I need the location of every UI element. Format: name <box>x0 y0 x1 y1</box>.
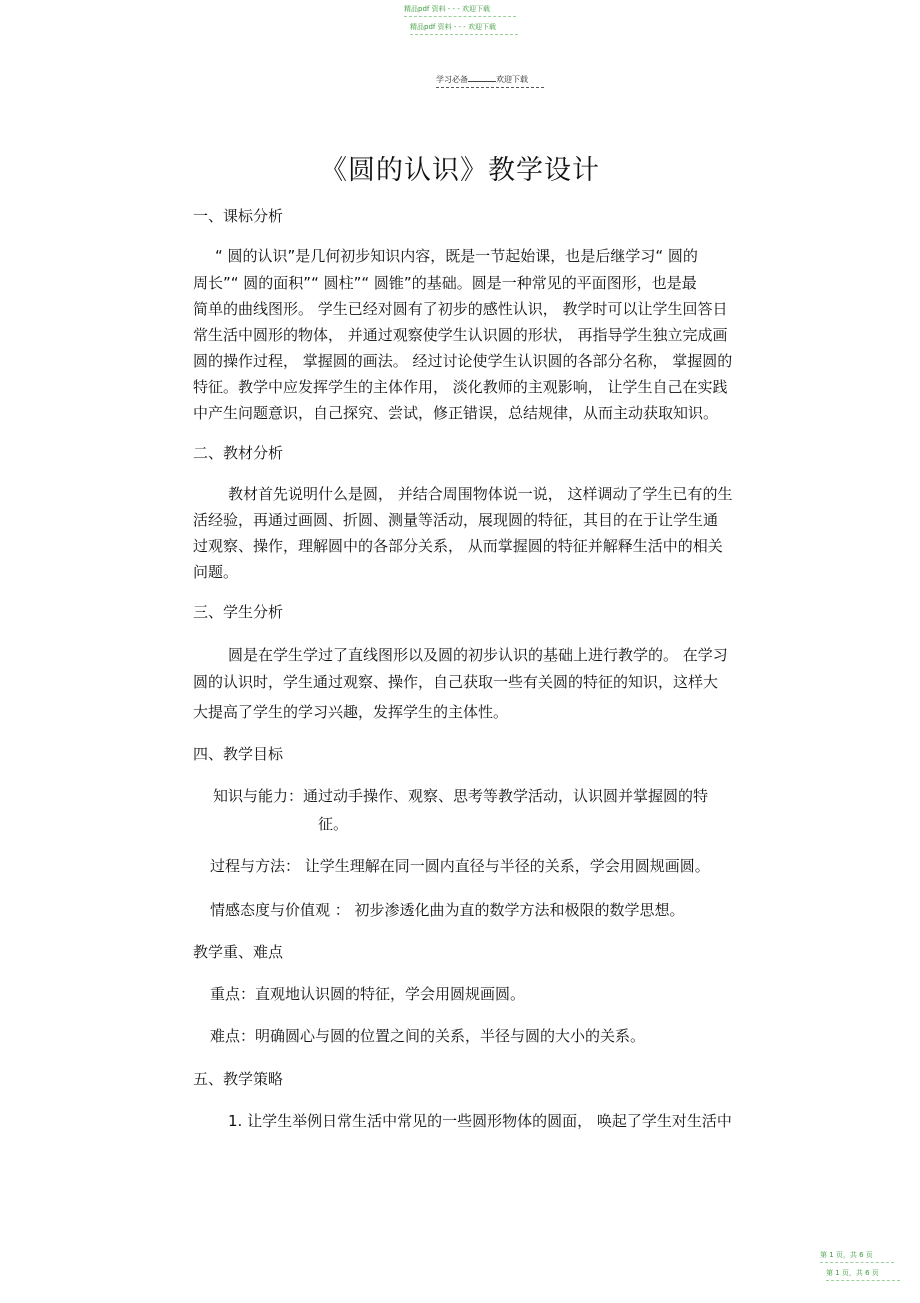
section-heading-curriculum: 一、课标分析 <box>193 207 284 225</box>
strategy-item: 1. 让学生举例日常生活中常见的一些圆形物体的圆面， 唤起了学生对生活中 <box>228 1112 732 1130</box>
page-number-duplicate <box>826 1268 900 1281</box>
goal-knowledge-continued: 征。 <box>318 815 349 833</box>
header-right: 欢迎下载 <box>496 75 528 84</box>
paragraph-line: 问题。 <box>193 563 239 581</box>
paragraph-line: 过观察、操作，理解圆中的各部分关系， 从而掌握圆的特征并解释生活中的相关 <box>193 537 723 555</box>
key-point: 重点：直观地认识圆的特征，学会用圆规画圆。 <box>210 985 526 1003</box>
section-heading-students: 三、学生分析 <box>193 603 284 621</box>
watermark-text: 精品pdf 资料 - - - 欢迎下载 <box>404 5 491 13</box>
header-spacer <box>468 81 496 82</box>
paragraph-line: 大提高了学生的学习兴趣，发挥学生的主体性。 <box>193 703 509 721</box>
page-number-dots <box>820 1262 894 1263</box>
watermark-dots <box>404 16 516 17</box>
page-number-text: 第 1 页，共 6 页 <box>820 1251 873 1259</box>
goal-process: 过程与方法： 让学生理解在同一圆内直径与半径的关系，学会用圆规画圆。 <box>210 857 710 875</box>
header-left: 学习必备 <box>436 75 468 84</box>
watermark-second <box>410 22 518 35</box>
paragraph-line: 圆的认识时，学生通过观察、操作，自己获取一些有关圆的特征的知识，这样大 <box>193 673 719 691</box>
section-heading-goals: 四、教学目标 <box>193 745 284 763</box>
paragraph-line: 中产生问题意识，自己探究、尝试，修正错误，总结规律，从而主动获取知识。 <box>193 404 719 422</box>
goal-knowledge: 知识与能力：通过动手操作、观察、思考等教学活动，认识圆并掌握圆的特 <box>213 787 709 805</box>
section-heading-strategy: 五、教学策略 <box>193 1070 284 1088</box>
paragraph-line: 圆的操作过程， 掌握圆的画法。 经过讨论使学生认识圆的各部分名称， 掌握圆的 <box>193 352 733 370</box>
paragraph-line: 圆是在学生学过了直线图形以及圆的初步认识的基础上进行教学的。 在学习 <box>228 646 728 664</box>
page-number <box>820 1250 894 1263</box>
section-heading-key-points: 教学重、难点 <box>193 943 284 961</box>
watermark-dots <box>410 34 518 35</box>
difficult-point: 难点：明确圆心与圆的位置之间的关系，半径与圆的大小的关系。 <box>210 1027 646 1045</box>
paragraph-line: 周长”“ 圆的面积”“ 圆柱”“ 圆锥”的基础。圆是一种常见的平面图形，也是最 <box>193 274 697 292</box>
paragraph-line: 常生活中圆形的物体， 并通过观察使学生认识圆的形状， 再指导学生独立完成画 <box>193 326 728 344</box>
paragraph-line: 活经验，再通过画圆、折圆、测量等活动，展现圆的特征，其目的在于让学生通 <box>193 511 719 529</box>
header-underline <box>436 87 544 88</box>
paragraph-line: 简单的曲线图形。 学生已经对圆有了初步的感性认识， 教学时可以让学生回答日 <box>193 300 728 318</box>
page-number-text: 第 1 页，共 6 页 <box>826 1269 879 1277</box>
section-heading-textbook: 二、教材分析 <box>193 444 284 462</box>
watermark-text: 精品pdf 资料 - - - 欢迎下载 <box>410 23 497 31</box>
page-title: 《圆的认识》教学设计 <box>320 155 600 186</box>
page-header <box>436 74 544 88</box>
goal-attitude: 情感态度与价值观 ： 初步渗透化曲为直的数学方法和极限的数学思想。 <box>210 901 685 919</box>
paragraph-line: “ 圆的认识”是几何初步知识内容，既是一节起始课，也是后继学习“ 圆的 <box>215 247 698 265</box>
page-number-dots <box>826 1280 900 1281</box>
paragraph-line: 特征。教学中应发挥学生的主体作用， 淡化教师的主观影响， 让学生自己在实践 <box>193 378 728 396</box>
watermark-top <box>404 4 516 17</box>
paragraph-line: 教材首先说明什么是圆， 并结合周围物体说一说， 这样调动了学生已有的生 <box>228 485 733 503</box>
